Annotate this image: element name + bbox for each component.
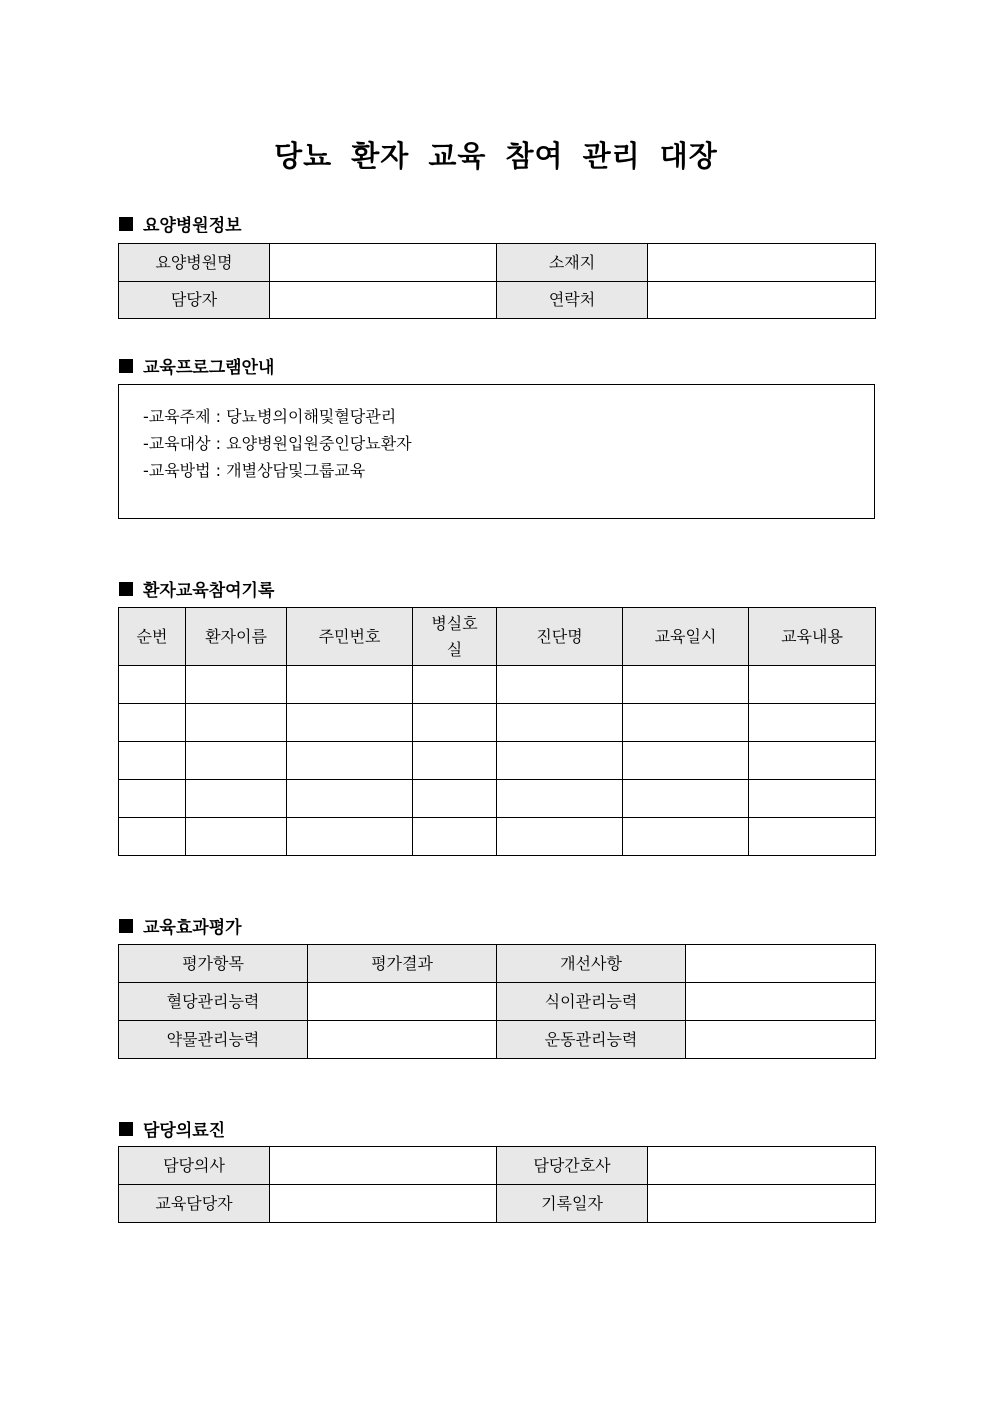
column-header-edu-datetime: 교육일시 — [623, 608, 749, 666]
label-educator: 교육담당자 — [119, 1185, 270, 1223]
section-heading-evaluation — [119, 913, 242, 938]
exercise-mgmt-field[interactable] — [686, 1021, 876, 1059]
label-record-date: 기록일자 — [497, 1185, 648, 1223]
location-field[interactable] — [648, 244, 876, 282]
cell-seq[interactable] — [119, 818, 186, 856]
evaluation-table — [118, 944, 876, 1059]
table-header-row — [119, 945, 876, 983]
column-header-eval-item: 평가항목 — [119, 945, 308, 983]
label-exercise-mgmt: 운동관리능력 — [497, 1021, 686, 1059]
table-row — [119, 1185, 876, 1223]
column-header-diagnosis: 진단명 — [497, 608, 623, 666]
contact-field[interactable] — [648, 282, 876, 319]
table-row — [119, 244, 876, 282]
cell-edu-content[interactable] — [749, 742, 876, 780]
cell-edu-datetime[interactable] — [623, 818, 749, 856]
table-row — [119, 742, 876, 780]
column-header-resident-number: 주민번호 — [287, 608, 413, 666]
cell-patient-name[interactable] — [186, 742, 287, 780]
cell-patient-name[interactable] — [186, 704, 287, 742]
label-medication-mgmt: 약물관리능력 — [119, 1021, 308, 1059]
label-manager: 담당자 — [119, 282, 270, 319]
cell-resident-number[interactable] — [287, 818, 413, 856]
column-header-eval-result: 평가결과 — [308, 945, 497, 983]
section-title: 교육효과평가 — [143, 918, 242, 938]
medication-mgmt-field[interactable] — [308, 1021, 497, 1059]
hospital-name-field[interactable] — [270, 244, 497, 282]
cell-room-number[interactable] — [413, 818, 497, 856]
nurse-field[interactable] — [648, 1147, 876, 1185]
cell-diagnosis[interactable] — [497, 742, 623, 780]
section-title: 교육프로그램안내 — [143, 358, 275, 378]
section-title: 담당의료진 — [143, 1121, 226, 1141]
table-row — [119, 818, 876, 856]
cell-resident-number[interactable] — [287, 780, 413, 818]
participation-records-table — [118, 607, 876, 856]
label-hospital-name: 요양병원명 — [119, 244, 270, 282]
cell-room-number[interactable] — [413, 704, 497, 742]
section-title: 환자교육참여기록 — [143, 581, 275, 601]
cell-diagnosis[interactable] — [497, 704, 623, 742]
table-row — [119, 1021, 876, 1059]
column-header-patient-name: 환자이름 — [186, 608, 287, 666]
table-row — [119, 983, 876, 1021]
cell-patient-name[interactable] — [186, 666, 287, 704]
cell-seq[interactable] — [119, 666, 186, 704]
cell-diagnosis[interactable] — [497, 780, 623, 818]
cell-patient-name[interactable] — [186, 780, 287, 818]
cell-room-number[interactable] — [413, 742, 497, 780]
table-row — [119, 282, 876, 319]
square-bullet-icon — [119, 217, 133, 231]
cell-edu-content[interactable] — [749, 818, 876, 856]
table-row — [119, 780, 876, 818]
cell-resident-number[interactable] — [287, 666, 413, 704]
column-header-improvement: 개선사항 — [497, 945, 686, 983]
table-row — [119, 666, 876, 704]
cell-diagnosis[interactable] — [497, 818, 623, 856]
label-doctor: 담당의사 — [119, 1147, 270, 1185]
label-contact: 연락처 — [497, 282, 648, 319]
manager-field[interactable] — [270, 282, 497, 319]
cell-seq[interactable] — [119, 780, 186, 818]
table-row — [119, 704, 876, 742]
program-method: -교육방법 : 개별상담및그룹교육 — [143, 461, 366, 480]
program-topic: -교육주제 : 당뇨병의이해및혈당관리 — [143, 407, 397, 426]
cell-patient-name[interactable] — [186, 818, 287, 856]
cell-edu-datetime[interactable] — [623, 742, 749, 780]
cell-edu-datetime[interactable] — [623, 780, 749, 818]
square-bullet-icon — [119, 359, 133, 373]
column-header-edu-content: 교육내용 — [749, 608, 876, 666]
square-bullet-icon — [119, 582, 133, 596]
glucose-mgmt-field[interactable] — [308, 983, 497, 1021]
doctor-field[interactable] — [270, 1147, 497, 1185]
cell-edu-content[interactable] — [749, 704, 876, 742]
medical-staff-table — [118, 1146, 876, 1223]
diet-mgmt-field[interactable] — [686, 983, 876, 1021]
section-title: 요양병원정보 — [143, 216, 242, 236]
cell-edu-datetime[interactable] — [623, 704, 749, 742]
square-bullet-icon — [119, 919, 133, 933]
column-header-room-number — [413, 608, 497, 666]
section-heading-program — [119, 353, 274, 378]
program-info-box — [118, 384, 875, 519]
table-header-row — [119, 608, 876, 666]
cell-seq[interactable] — [119, 742, 186, 780]
cell-resident-number[interactable] — [287, 742, 413, 780]
cell-edu-content[interactable] — [749, 780, 876, 818]
document-title: 당뇨 환자 교육 참여 관리 대장 — [274, 139, 718, 173]
section-heading-staff — [119, 1116, 225, 1141]
square-bullet-icon — [119, 1122, 133, 1136]
educator-field[interactable] — [270, 1185, 497, 1223]
room-number-label: 병실호실 — [431, 613, 478, 659]
hospital-info-table — [118, 243, 876, 319]
improvement-field[interactable] — [686, 945, 876, 983]
cell-seq[interactable] — [119, 704, 186, 742]
label-glucose-mgmt: 혈당관리능력 — [119, 983, 308, 1021]
label-nurse: 담당간호사 — [497, 1147, 648, 1185]
column-header-seq: 순번 — [119, 608, 186, 666]
cell-edu-content[interactable] — [749, 666, 876, 704]
program-target: -교육대상 : 요양병원입원중인당뇨환자 — [143, 434, 412, 453]
record-date-field[interactable] — [648, 1185, 876, 1223]
cell-diagnosis[interactable] — [497, 666, 623, 704]
cell-room-number[interactable] — [413, 780, 497, 818]
table-row — [119, 1147, 876, 1185]
cell-room-number[interactable] — [413, 666, 497, 704]
cell-resident-number[interactable] — [287, 704, 413, 742]
section-heading-records — [119, 576, 274, 601]
label-location: 소재지 — [497, 244, 648, 282]
section-heading-hospital — [119, 211, 242, 236]
label-diet-mgmt: 식이관리능력 — [497, 983, 686, 1021]
cell-edu-datetime[interactable] — [623, 666, 749, 704]
